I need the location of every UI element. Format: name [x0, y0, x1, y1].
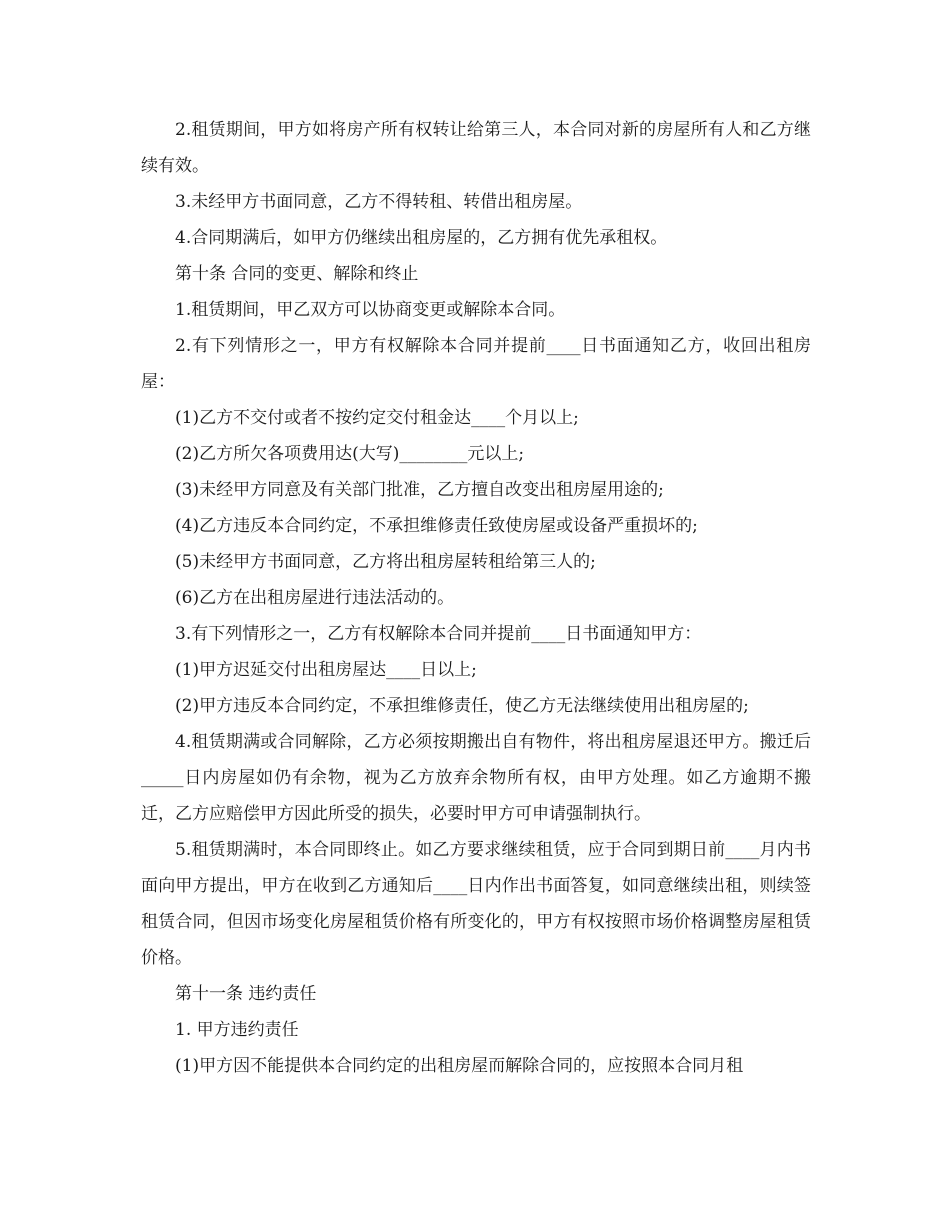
list-item-10-2-3: (3)未经甲方同意及有关部门批准，乙方擅自改变出租房屋用途的; — [175, 480, 664, 500]
paragraph-clause-10-4: 4.租赁期满或合同解除，乙方必须按期搬出自有物件，将出租房屋退还甲方。搬迁后_____日内房屋如仍有余物，视为乙方放弃余物所有权，由甲方处理。如乙方逾期不搬迁，乙方应赔偿甲方因此所受的损失，必要时甲方可申请强制执行。 — [141, 732, 811, 824]
list-item-10-2-5: (5)未经甲方书面同意，乙方将出租房屋转租给第三人的; — [175, 552, 596, 572]
document-body — [141, 112, 811, 1084]
paragraph-clause-10-1: 1.租赁期间，甲乙双方可以协商变更或解除本合同。 — [175, 300, 566, 320]
paragraph-clause-10-2: 2.有下列情形之一，甲方有权解除本合同并提前____日书面通知乙方，收回出租房屋： — [141, 336, 811, 392]
list-item-10-2-6: (6)乙方在出租房屋进行违法活动的。 — [175, 588, 455, 608]
paragraph-clause-9-4: 4.合同期满后，如甲方仍继续出租房屋的，乙方拥有优先承租权。 — [175, 228, 668, 248]
list-item-10-3-1: (1)甲方迟延交付出租房屋达____日以上; — [175, 660, 477, 680]
list-item-10-2-2: (2)乙方所欠各项费用达(大写)________元以上; — [175, 444, 525, 464]
paragraph-clause-9-2: 2.租赁期间，甲方如将房产所有权转让给第三人，本合同对新的房屋所有人和乙方继续有效。 — [141, 120, 811, 176]
paragraph-clause-10-3: 3.有下列情形之一，乙方有权解除本合同并提前____日书面通知甲方： — [175, 624, 702, 644]
section-heading-article-11: 第十一条 违约责任 — [175, 984, 317, 1004]
list-item-11-1-1: (1)甲方因不能提供本合同约定的出租房屋而解除合同的，应按照本合同月租 — [175, 1056, 744, 1076]
paragraph-clause-9-3: 3.未经甲方书面同意，乙方不得转租、转借出租房屋。 — [175, 192, 583, 212]
list-item-10-2-1: (1)乙方不交付或者不按约定交付租金达____个月以上; — [175, 408, 579, 428]
section-heading-article-10: 第十条 合同的变更、解除和终止 — [175, 264, 419, 284]
list-item-10-3-2: (2)甲方违反本合同约定，不承担维修责任，使乙方无法继续使用出租房屋的; — [175, 696, 749, 716]
list-item-10-2-4: (4)乙方违反本合同约定，不承担维修责任致使房屋或设备严重损坏的; — [175, 516, 698, 536]
paragraph-clause-10-5: 5.租赁期满时，本合同即终止。如乙方要求继续租赁，应于合同到期日前____月内书面向甲方提出，甲方在收到乙方通知后____日内作出书面答复，如同意继续出租，则续签租赁合同，但因市场变化房屋租赁价格有所变化的，甲方有权按照市场价格调整房屋租赁价格。 — [141, 840, 811, 968]
paragraph-clause-11-1: 1. 甲方违约责任 — [175, 1020, 299, 1040]
